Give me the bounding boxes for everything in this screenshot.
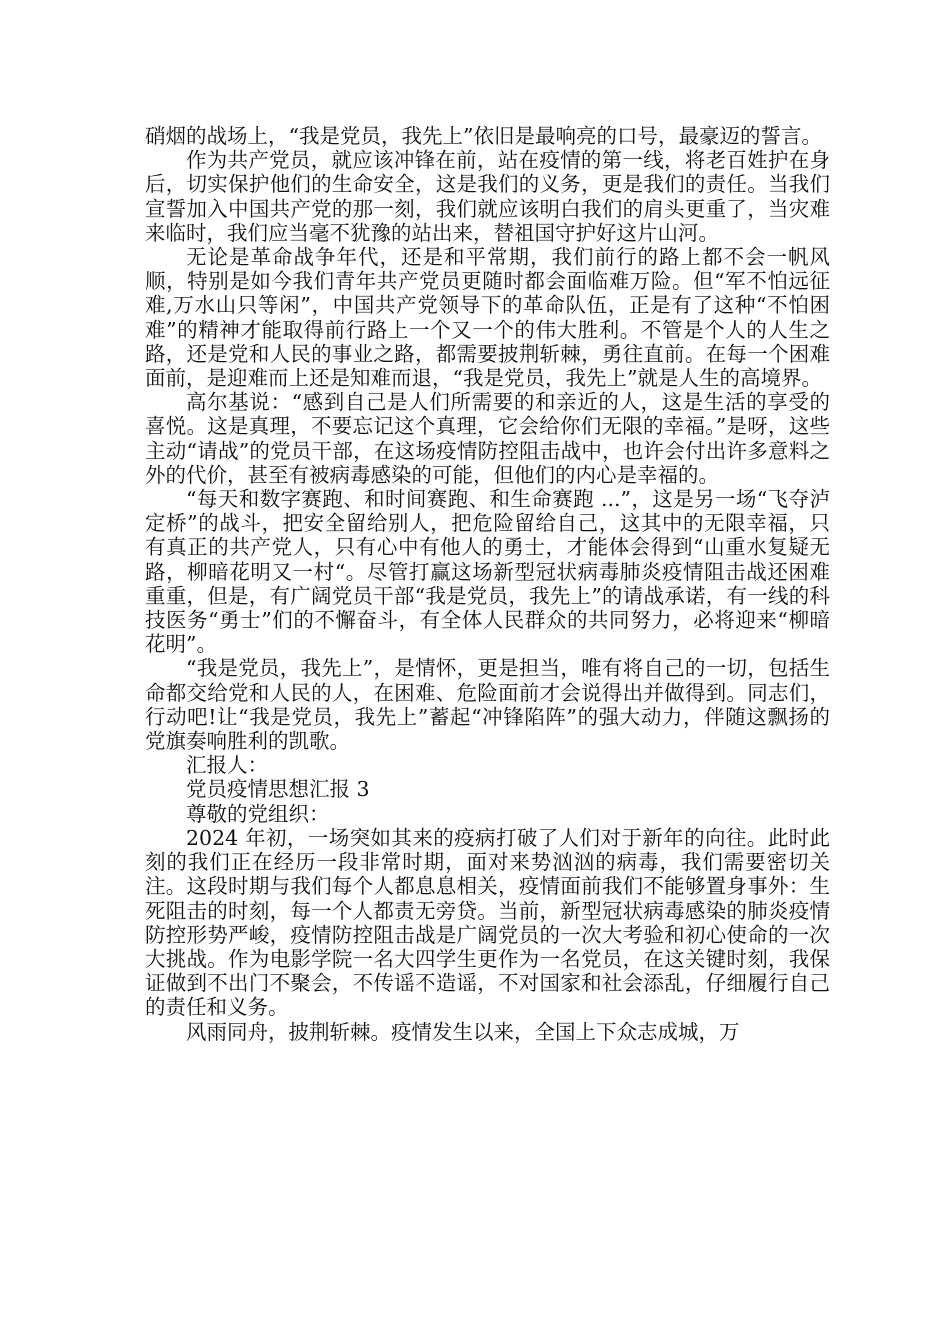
paragraph: 高尔基说：“感到自己是人们所需要的和亲近的人，这是生活的享受的喜悦。这是真理，不要忘记这个真理，它会给你们无限的幸福。”是呀，这些主动“请战”的党员干部，在这场疫情防控阻击战中，也许会付出许多意料之外的代价，甚至有被病毒感染的可能，但他们的内心是幸福的。 [145, 390, 830, 487]
paragraph: 2024 年初，一场突如其来的疫病打破了人们对于新年的向往。此时此刻的我们正在经历一段非常时期，面对来势汹汹的病毒，我们需要密切关注。这段时期与我们每个人都息息相关，疫情面前我们不能够置身事外：生死阻击的时刻，每一个人都责无旁贷。当前，新型冠状病毒感染的肺炎疫情防控形势严峻，疫情防控阻击战是广阔党员的一次大考验和初心使命的一次大挑战。作为电影学院一名大四学生更作为一名党员，在这关键时刻，我保证做到不出门不聚会，不传谣不造谣，不对国家和社会添乱，仔细履行自己的责任和义务。 [145, 825, 830, 1020]
section-title: 党员疫情思想汇报 3 [186, 777, 370, 802]
paragraph: “我是党员，我先上”，是情怀，更是担当，唯有将自己的一切，包括生命都交给党和人民的人，在困难、危险面前才会说得出并做得到。同志们，行动吧!让“我是党员，我先上”蓄起“冲锋陷阵”的强大动力，伴随这飘扬的党旗奏响胜利的凯歌。 [145, 656, 830, 754]
document-body [145, 124, 830, 1044]
paragraph: 无论是革命战争年代，还是和平常期，我们前行的路上都不会一帆风顺，特别是如今我们青年共产党员更随时都会面临难万险。但“军不怕远征难,万水山只等闲”，中国共产党领导下的革命队伍，正是有了这种“不怕困难”的精神才能取得前行路上一个又一个的伟大胜利。不管是个人的人生之路，还是党和人民的事业之路，都需要披荆斩棘，勇往直前。在每一个困难面前，是迎难而上还是知难而退，“我是党员，我先上”就是人生的高境界。 [145, 245, 830, 391]
reporter-label: 汇报人： [186, 753, 268, 778]
paragraph: 硝烟的战场上，“我是党员，我先上”依旧是最响亮的口号，最豪迈的誓言。 [145, 124, 822, 148]
paragraph: “每天和数字赛跑、和时间赛跑、和生命赛跑 ...”，这是另一场“飞夺泸定桥”的战斗，把安全留给别人，把危险留给自己，这其中的无限幸福，只有真正的共产党人，只有心中有他人的勇士，才能体会得到“山重水复疑无路，柳暗花明又一村“。尽管打赢这场新型冠状病毒肺炎疫情阻击战还困难重重，但是，有广阔党员干部“我是党员，我先上”的请战承诺，有一线的科技医务“勇士”们的不懈奋斗，有全体人民群众的共同努力，必将迎来“柳暗花明”。 [145, 487, 830, 657]
paragraph: 风雨同舟，披荆斩棘。疫情发生以来，全国上下众志成城，万 [186, 1019, 740, 1044]
salutation: 尊敬的党组织： [186, 801, 330, 826]
paragraph: 作为共产党员，就应该冲锋在前，站在疫情的第一线，将老百姓护在身后，切实保护他们的生命安全，这是我们的义务，更是我们的责任。当我们宣誓加入中国共产党的那一刻，我们就应该明白我们的肩头更重了，当灾难来临时，我们应当毫不犹豫的站出来，替祖国守护好这片山河。 [145, 148, 830, 245]
